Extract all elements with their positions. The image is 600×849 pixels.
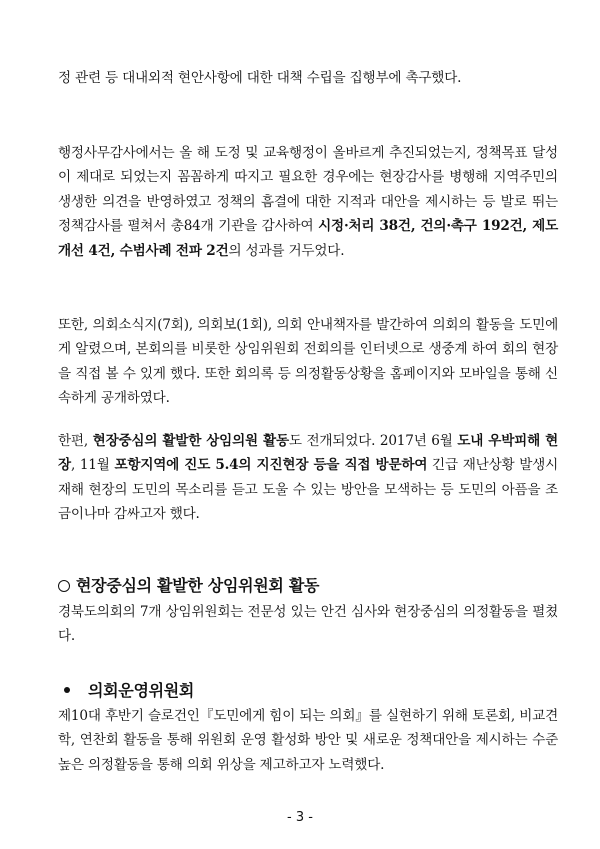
field-activity-bold-3: 포항지역에 진도 5.4의 지진현장 등을 직접 방문하여 xyxy=(114,457,428,474)
paragraph-audit xyxy=(58,141,558,263)
circle-bullet-icon xyxy=(58,580,70,592)
field-activity-bold-1: 현장중심의 활발한 상임의원 활동 xyxy=(92,433,289,449)
subsection-heading-text: 의회운영위원회 xyxy=(88,681,195,700)
paragraph-audit-bold: 시정·처리 38건, 건의·촉구 192건, 제도개선 4건, 수범사례 전파 2건 xyxy=(58,218,558,259)
page-number: - 3 - xyxy=(287,810,313,825)
field-activity-text-d: , 11월 xyxy=(70,457,115,474)
field-activity-text-c: 도 전개되었다. 2017년 6월 xyxy=(288,433,458,449)
section-heading-text: 현장중심의 활발한 상임위원회 활동 xyxy=(76,576,320,595)
section-heading-steering-committee xyxy=(58,678,558,701)
paragraph-audit-text: 행정사무감사에서는 올 해 도정 및 교육행정이 올바르게 추진되었는지, 정책목표 달성이 제대로 되었는지 꼼꼼하게 따지고 필요한 경우에는 현장감사를 병행해 지역주민의 생생한 의견을 반영하였고 정책의 흠결에 대한 지적과 대안을 제시하는 등 발로 뛰는 정책감사를 펼쳐서 총84개 기관을 감사하여 xyxy=(58,145,558,235)
field-activity-text-a: 한편, xyxy=(58,433,93,449)
bullet-icon xyxy=(64,687,70,693)
field-activity-text-e: 긴급 재난상황 발생시 재해 현장의 도민의 목소리를 듣고 도울 수 있는 방안을 모색하는 등 도민의 아픔을 조금이나마 감싸고자 했다. xyxy=(58,457,559,523)
section-heading-committee-activity xyxy=(58,573,558,596)
paragraph-committees: 경북도의회의 7개 상임위원회는 전문성 있는 안건 심사와 현장중심의 의정활동을 펼쳤다. xyxy=(58,604,558,645)
paragraph-1: 정 관련 등 대내외적 현안사항에 대한 대책 수립을 집행부에 촉구했다. xyxy=(58,70,462,86)
paragraph-field-activity xyxy=(58,429,558,527)
paragraph-audit-tail: 의 성과를 거두었다. xyxy=(228,242,345,259)
paragraph-steering: 제10대 후반기 슬로건인『도민에게 힘이 되는 의회』를 실현하기 위해 토론회, 비교견학, 연찬회 활동을 통해 위원회 운영 활성화 방안 및 새로운 정책대안을 제시하는 수준 높은 의정활동을 통해 의회 위상을 제고하고자 노력했다. xyxy=(58,708,559,773)
paragraph-newsletter: 또한, 의회소식지(7회), 의회보(1회), 의회 안내책자를 발간하여 의회의 활동을 도민에게 알렸으며, 본회의를 비롯한 상임위원회 전회의를 인터넷으로 생중계 하여 회의 현장을 직접 볼 수 있게 했다. 또한 회의록 등 의정활동상황을 홈페이지와 모바일을 통해 신속하게 공개하였다. xyxy=(58,317,558,407)
field-activity-bold-2: 도내 우박피해 현장 xyxy=(58,433,558,474)
